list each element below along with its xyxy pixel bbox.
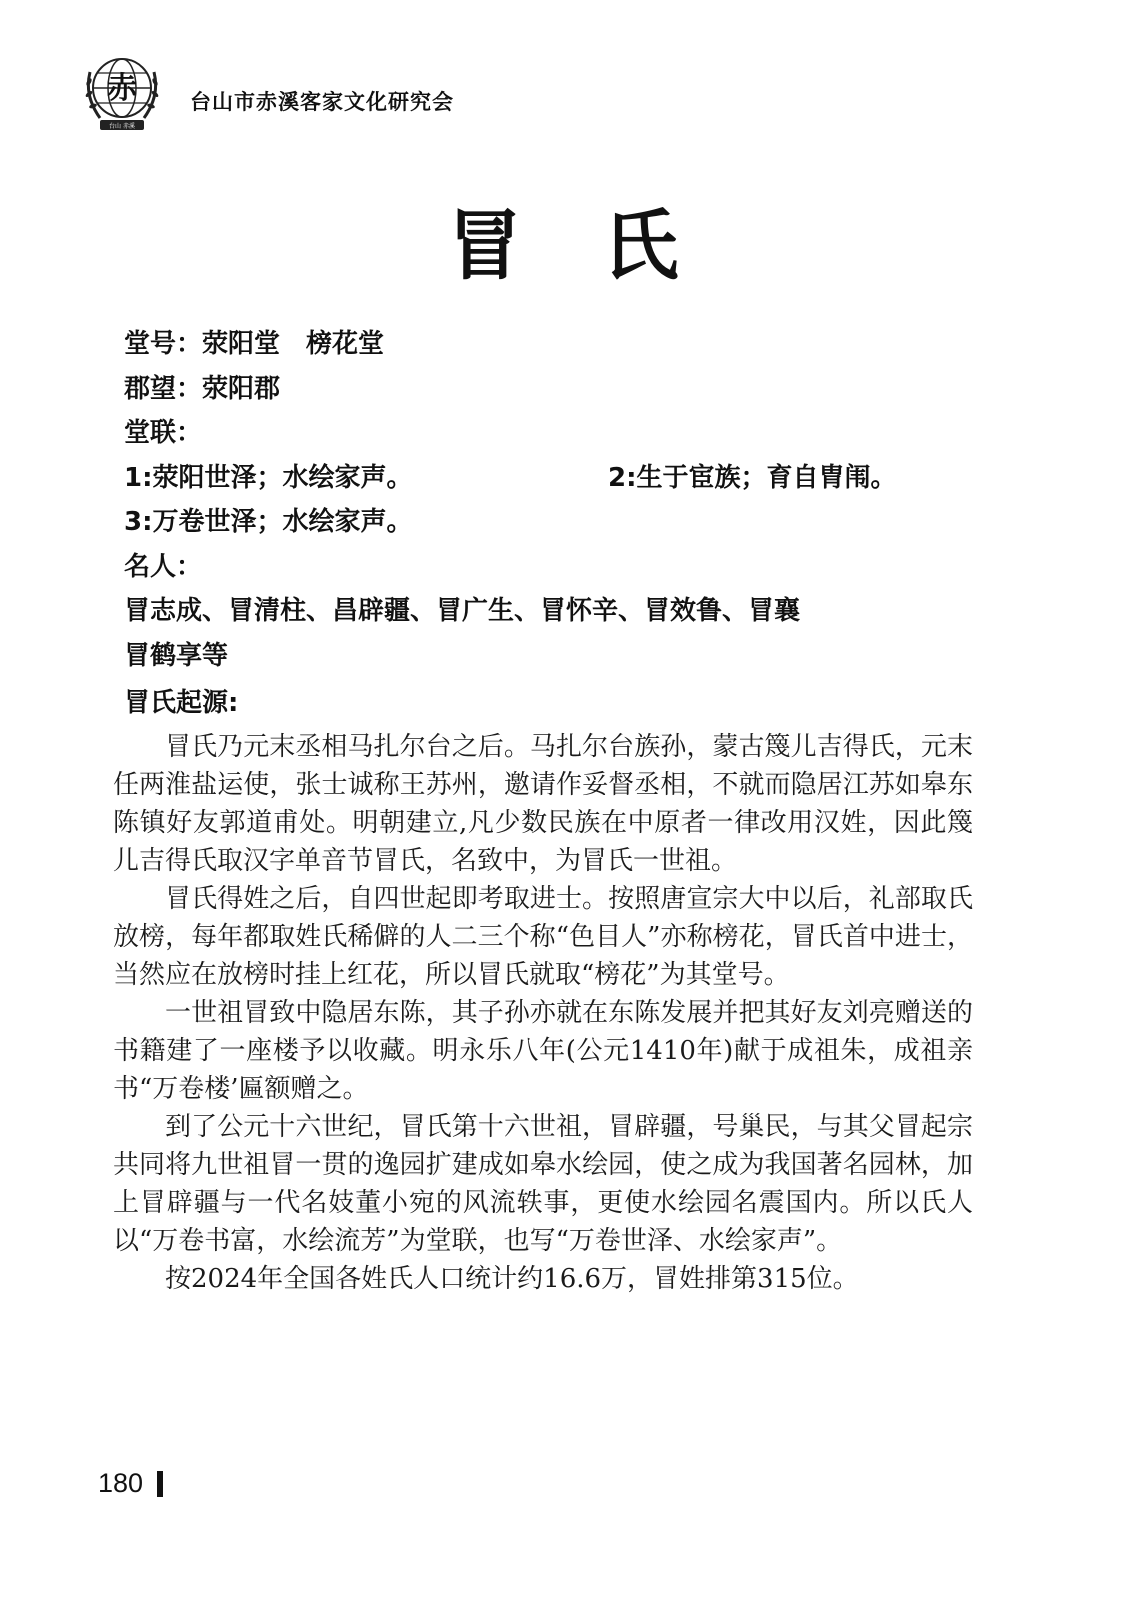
- origin-text: [113, 728, 973, 1298]
- page-number: 180: [98, 1468, 144, 1498]
- title-char-1: 冒: [446, 201, 523, 290]
- hall-name: 堂号：荥阳堂 榜花堂: [124, 329, 385, 359]
- origin-heading: 冒氏起源:: [124, 688, 239, 718]
- paragraph: 冒氏乃元末丞相马扎尔台之后。马扎尔台族孙，蒙古篾儿吉得氏，元末任两淮盐运使，张士诚称王苏州，邀请作妥督丞相，不就而隐居江苏如皋东陈镇好友郭道甫处。明朝建立,凡少数民族在中原者一律改用汉姓，因此篾儿吉得氏取汉字单音节冒氏，名致中，为冒氏一世祖。: [113, 732, 973, 876]
- paragraph: 一世祖冒致中隐居东陈，其子孙亦就在东陈发展并把其好友刘亮赠送的书籍建了一座楼予以收藏。明永乐八年(公元1410年)献于成祖朱，成祖亲书“万卷楼’匾额赠之。: [113, 998, 973, 1104]
- paragraph: 冒氏得姓之后，自四世起即考取进士。按照唐宣宗大中以后，礼部取氏放榜，每年都取姓氏稀僻的人二三个称“色目人”亦称榜花，冒氏首中进士，当然应在放榜时挂上红花，所以冒氏就取“榜花”为其堂号。: [113, 884, 973, 990]
- page-footer: [98, 1468, 163, 1499]
- emblem-character: 赤: [107, 71, 137, 106]
- couplet-2: 2:生于宦族；育自胄闱。: [608, 462, 897, 493]
- page-header: [84, 52, 454, 136]
- paragraph: 到了公元十六世纪，冒氏第十六世祖，冒辟疆，号巢民，与其父冒起宗共同将九世祖冒一贯的逸园扩建成如皋水绘园，使之成为我国著名园林，加上冒辟疆与一代名妓董小宛的风流轶事，更使水绘园名震国内。所以氏人以“万卷书富，水绘流芳”为堂联，也写“万卷世泽、水绘家声”。: [113, 1112, 973, 1256]
- couplet-1: 1:荥阳世泽；水绘家声。: [124, 462, 413, 493]
- page-title: [0, 185, 1125, 294]
- organization-name: 台山市赤溪客家文化研究会: [190, 90, 454, 114]
- couplet-3: 3:万卷世泽；水绘家声。: [124, 507, 413, 537]
- clan-info: [124, 322, 1004, 726]
- couplet-row: [124, 456, 1004, 501]
- commandery-name: 郡望：荥阳郡: [124, 373, 281, 404]
- emblem-caption: 台山 赤溪: [109, 123, 135, 130]
- page-number-bar: [157, 1471, 163, 1497]
- association-emblem-icon: [84, 52, 160, 136]
- paragraph: 按2024年全国各姓氏人口统计约16.6万，冒姓排第315位。: [165, 1264, 859, 1294]
- title-char-2: 氏: [602, 201, 679, 290]
- couplets-label: 堂联：: [124, 418, 203, 448]
- famous-people-line-2: 冒鹤享等: [124, 640, 229, 671]
- famous-people-line-1: 冒志成、冒清柱、昌辟疆、冒广生、冒怀辛、冒效鲁、冒襄: [124, 596, 801, 626]
- famous-people-label: 名人：: [124, 551, 203, 582]
